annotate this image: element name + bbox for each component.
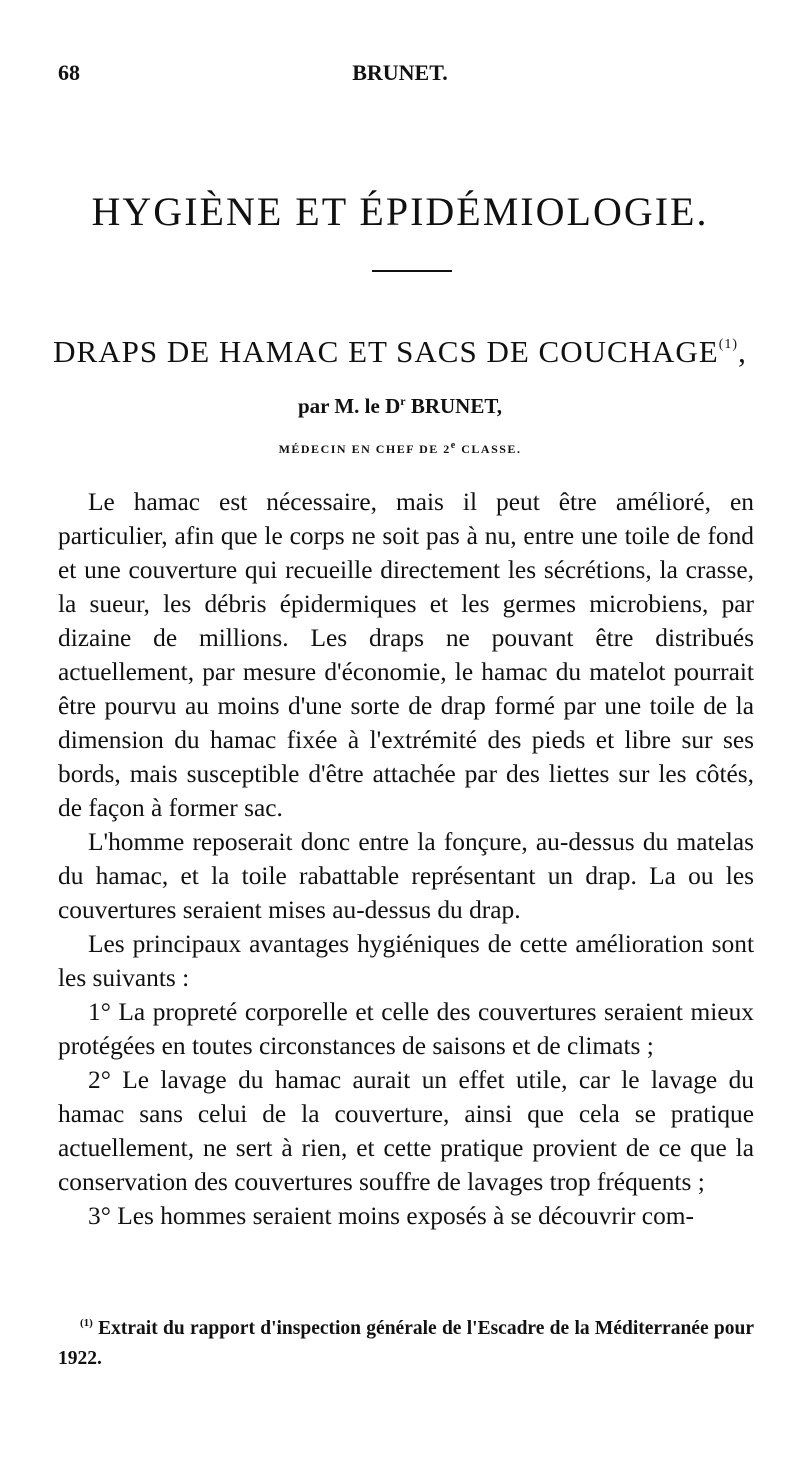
- author-affiliation: [0, 440, 800, 457]
- byline-sup: r: [400, 394, 406, 408]
- byline-prefix: par M. le D: [297, 394, 401, 418]
- affiliation-prefix: MÉDECIN EN CHEF DE 2: [278, 442, 451, 456]
- running-title: BRUNET.: [352, 60, 448, 85]
- article-title-suffix: ,: [738, 334, 747, 369]
- byline-name: BRUNET,: [405, 394, 503, 418]
- page-number: 68: [58, 60, 80, 85]
- paragraph: Les principaux avantages hygiéniques de cette amélioration sont les suivants :: [58, 930, 754, 992]
- footnote-marker: (1): [80, 1317, 93, 1329]
- affiliation-suffix: CLASSE.: [456, 442, 522, 456]
- paragraph: Le hamac est nécessaire, mais il peut être amélioré, en particulier, afin que le corps ne soit pas à nu, entre une toile de fond et une couverture qui recueille directement les sécrétions, la crasse, la sueur, les débris épidermiques et les germes microbiens, par dizaine de millions. Les draps ne pouvant être distribués actuellement, par mesure d'économie, le hamac du matelot pourrait être pourvu au moins d'une sorte de drap formé par une toile de la dimension du hamac fixée à l'extrémité des pieds et libre sur ses bords, mais susceptible d'être attachée par des liettes sur les côtés, de façon à former sac.: [58, 488, 754, 822]
- byline: [0, 394, 800, 419]
- article-title: [0, 334, 800, 370]
- body-text: [58, 485, 754, 1233]
- section-title: HYGIÈNE ET ÉPIDÉMIOLOGIE.: [91, 189, 709, 234]
- paragraph: 2° Le lavage du hamac aurait un effet utile, car le lavage du hamac sans celui de la couverture, ainsi que cela se pratique actuellement, ne sert à rien, et cette pratique provient de ce que la conservation des couvertures souffre de lavages trop fréquents ;: [58, 1066, 754, 1196]
- article-title-text: DRAPS DE HAMAC ET SACS DE COUCHAGE: [53, 334, 719, 369]
- paragraph: 3° Les hommes seraient moins exposés à se découvrir com-: [88, 1202, 694, 1230]
- running-header: [58, 60, 742, 90]
- footnote-text: Extrait du rapport d'inspection générale de l'Escadre de la Méditerranée pour 1922.: [58, 1318, 754, 1369]
- affiliation-sup: e: [450, 440, 457, 451]
- footnote-paragraph: [58, 1308, 754, 1374]
- paragraph: L'homme reposerait donc entre la fonçure, au-dessus du matelas du hamac, et la toile rabattable représentant un drap. La ou les couvertures seraient mises au-dessus du drap.: [58, 828, 754, 924]
- title-divider: [372, 270, 452, 272]
- footnote-ref: (1): [718, 337, 739, 352]
- footnote: [58, 1308, 754, 1374]
- paragraph: 1° La propreté corporelle et celle des couvertures seraient mieux protégées en toutes circonstances de saisons et de climats ;: [58, 998, 754, 1060]
